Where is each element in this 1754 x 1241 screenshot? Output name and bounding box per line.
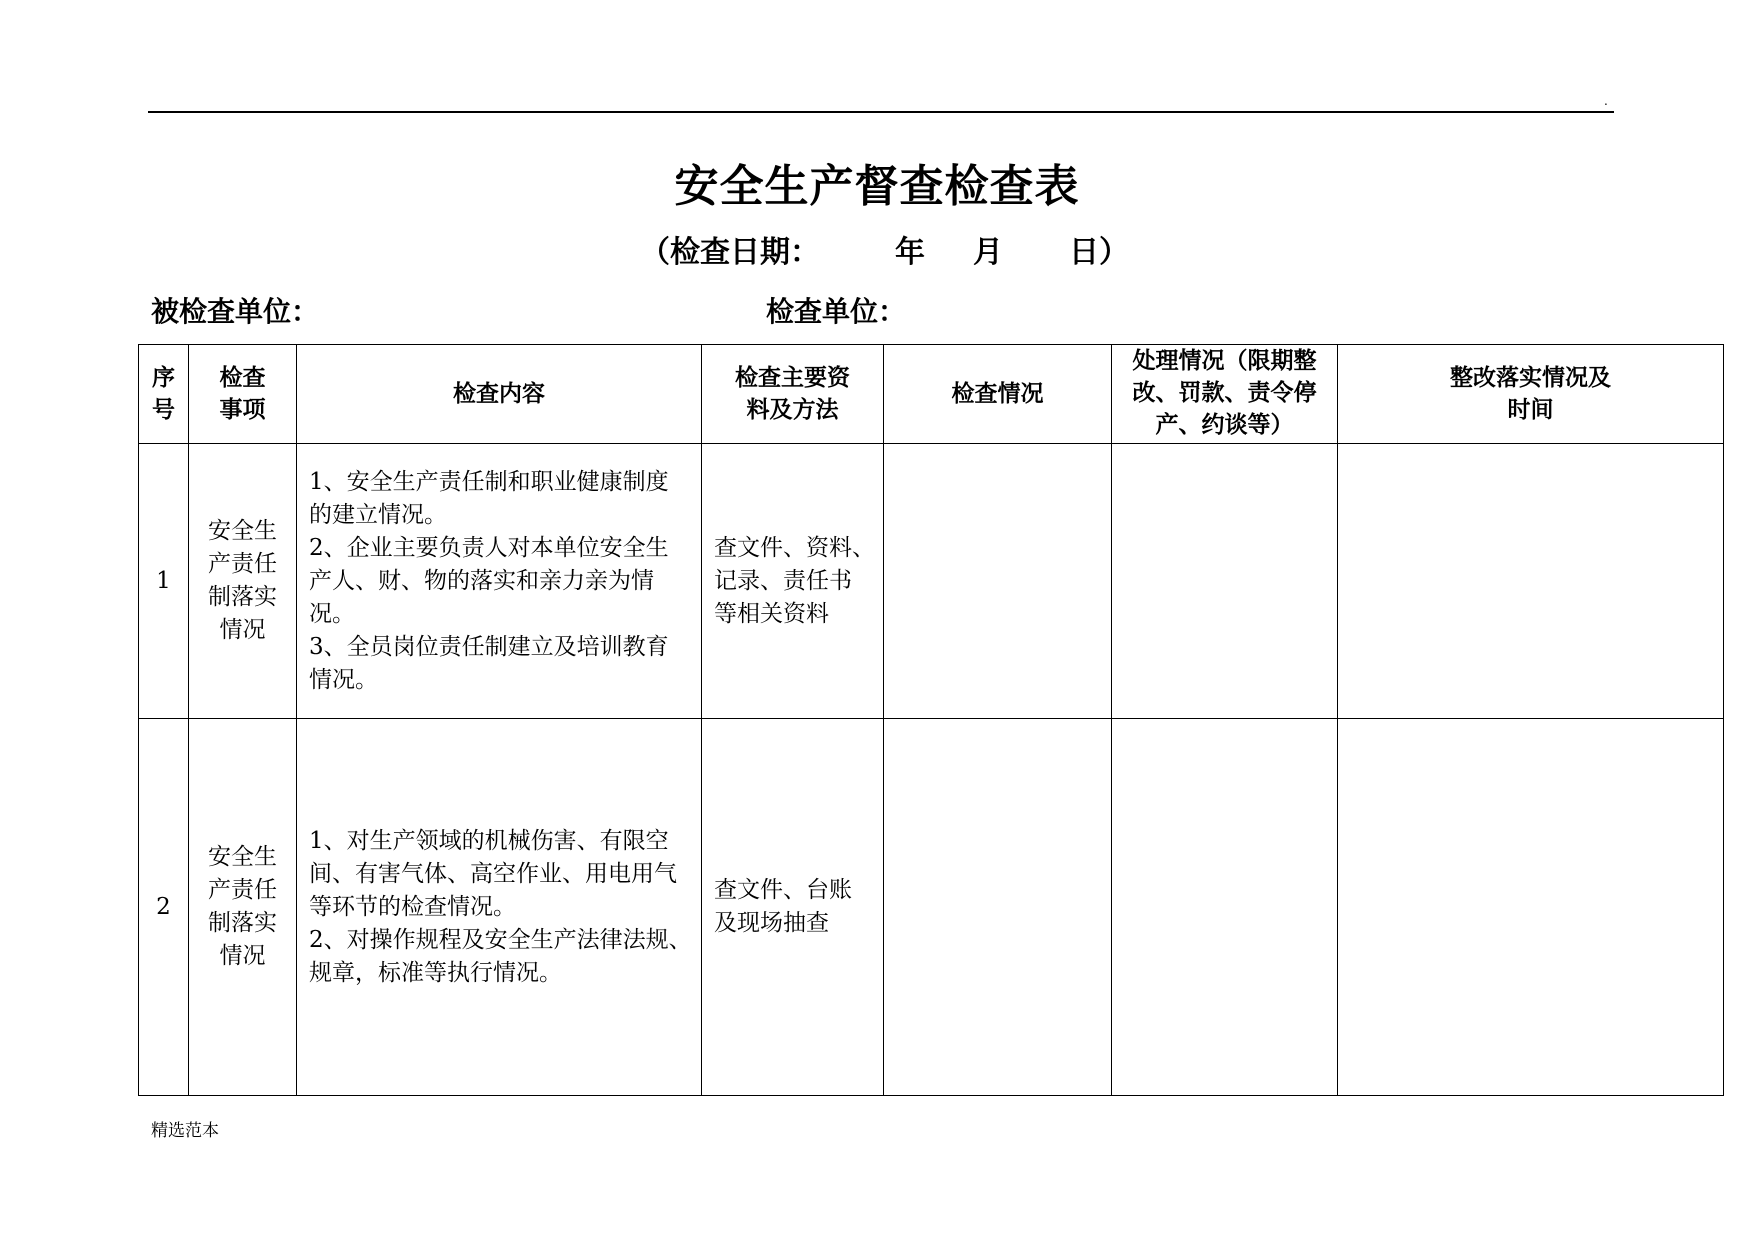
row-content: 1、对生产领域的机械伤害、有限空 间、有害气体、高空作业、用电用气 等环节的检查情况。 2、对操作规程及安全生产法律法规、 规章，标准等执行情况。 [297,719,702,1096]
header-dot: . [1604,94,1608,108]
row-content: 1、安全生产责任制和职业健康制度 的建立情况。 2、企业主要负责人对本单位安全生 产人、财、物的落实和亲力亲为情况。 3、全员岗位责任制建立及培训教育 情况。 [297,444,702,719]
page-title: 安全生产督查检查表 [674,161,1080,212]
row-handling[interactable] [1112,444,1338,719]
header-method: 检查主要资 料及方法 [702,345,884,444]
header-content: 检查内容 [297,345,702,444]
footer-label: 精选范本 [151,1121,219,1141]
row-situation[interactable] [884,719,1112,1096]
header-seq: 序 号 [139,345,189,444]
table-row [139,719,1724,1096]
row-seq: 1 [139,444,189,719]
row-situation[interactable] [884,444,1112,719]
header-rectify: 整改落实情况及 时间 [1338,345,1724,444]
date-month-label: 月 [973,235,1003,270]
date-day-label: 日） [1069,235,1129,270]
row-handling[interactable] [1112,719,1338,1096]
row-rectify[interactable] [1338,444,1724,719]
row-item: 安全生 产责任 制落实 情况 [189,444,297,719]
date-label: （检查日期： [640,235,820,270]
row-seq: 2 [139,719,189,1096]
row-method: 查文件、资料、 记录、责任书 等相关资料 [702,444,884,719]
inspecting-unit-label: 检查单位： [766,295,907,328]
inspection-table [138,344,1724,1096]
header-rule [148,111,1614,113]
inspected-unit-label: 被检查单位： [151,295,320,328]
date-year-label: 年 [895,235,925,270]
row-rectify[interactable] [1338,719,1724,1096]
header-item: 检查 事项 [189,345,297,444]
header-situation: 检查情况 [884,345,1112,444]
header-handling: 处理情况（限期整 改、罚款、责令停 产、约谈等） [1112,345,1338,444]
row-method: 查文件、台账 及现场抽查 [702,719,884,1096]
table-header-row [139,345,1724,444]
row-item: 安全生 产责任 制落实 情况 [189,719,297,1096]
table-row [139,444,1724,719]
